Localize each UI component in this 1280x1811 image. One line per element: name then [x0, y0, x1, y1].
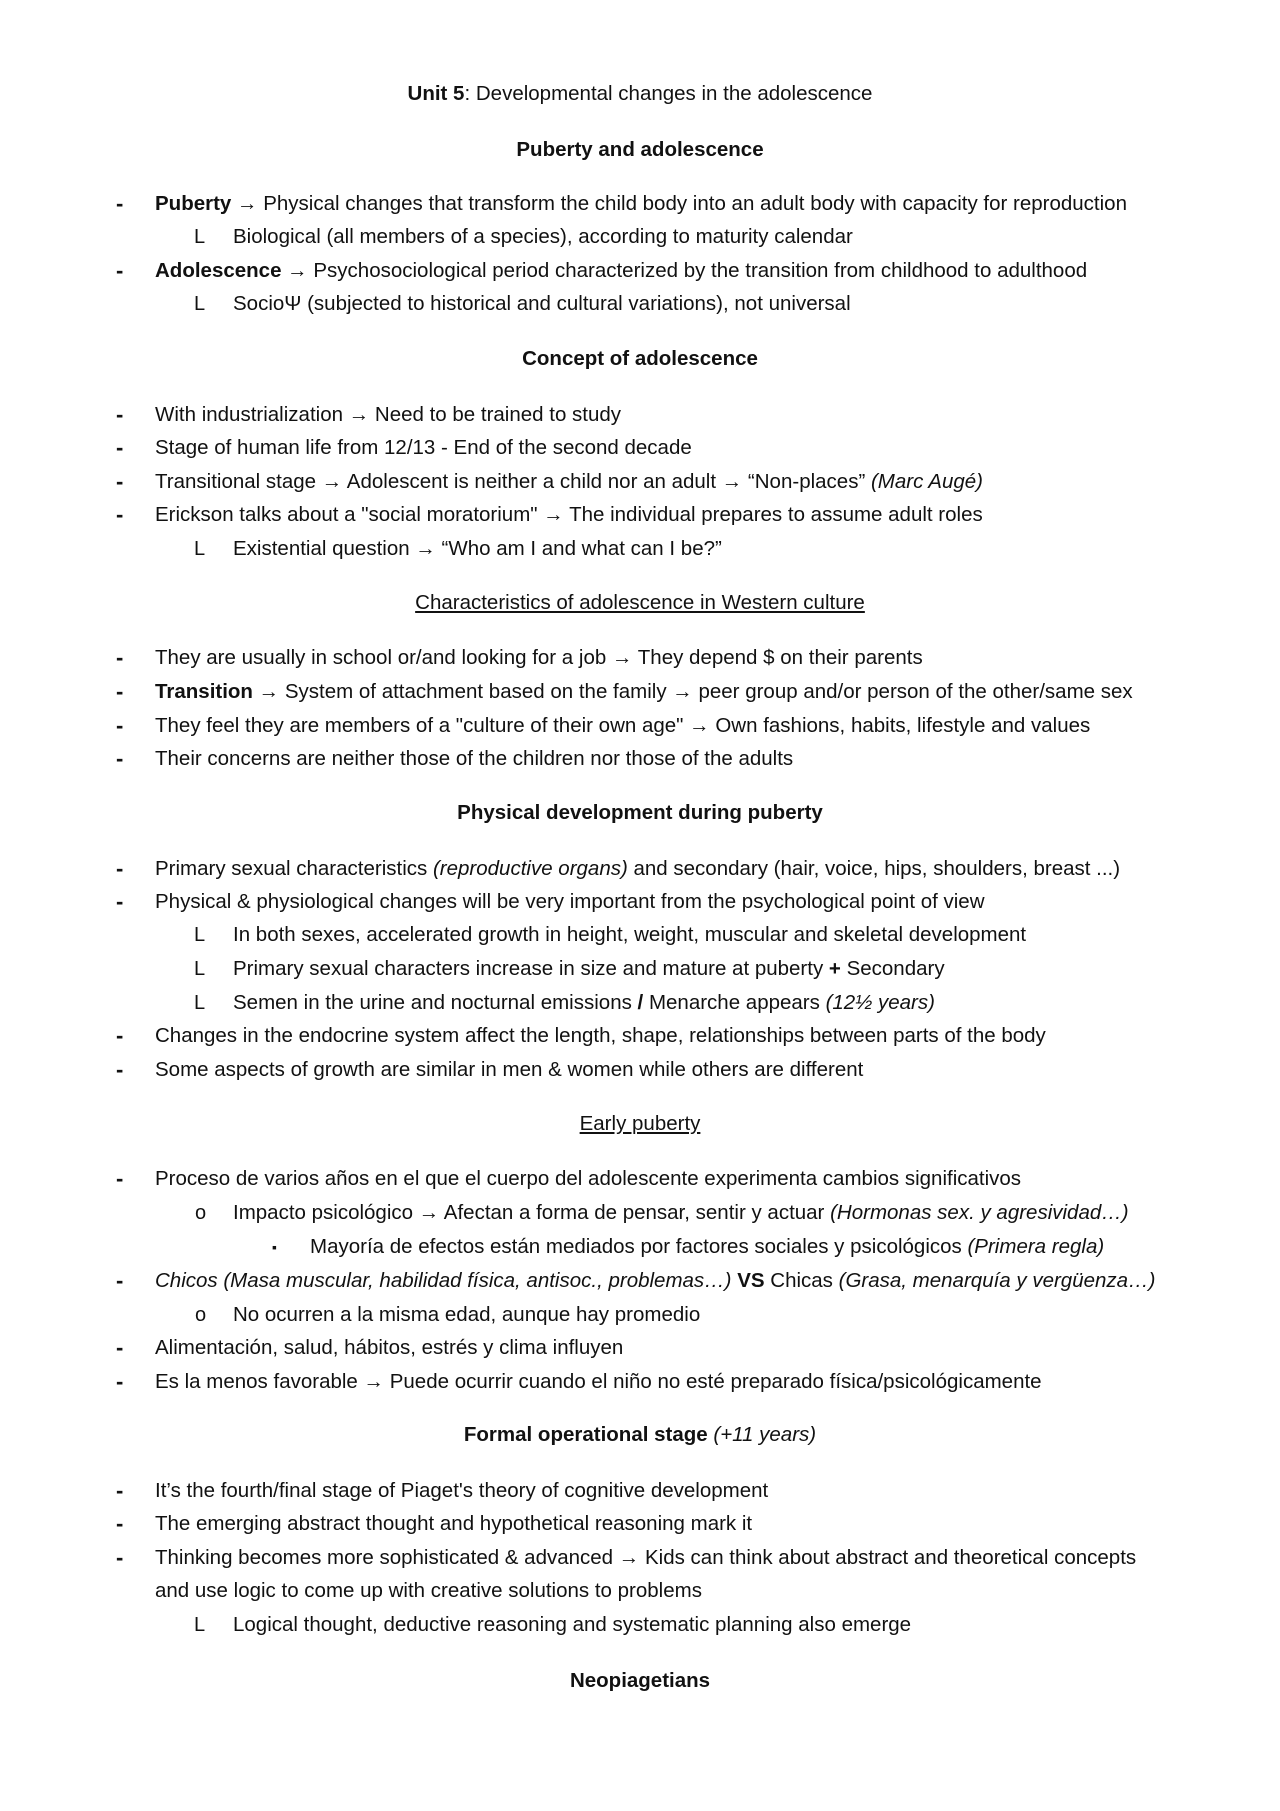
- dash-bullet: -: [116, 258, 124, 283]
- item-text: Menarche appears: [643, 991, 826, 1014]
- list-subitem: SocioΨ (subjected to historical and cultural variations), not universal: [233, 292, 851, 315]
- sub-bullet-mark: L: [194, 538, 206, 560]
- list-item: Proceso de varios años en el que el cuerpo del adolescente experimenta cambios significativos: [155, 1167, 1022, 1190]
- sub-bullet-mark: L: [194, 293, 206, 315]
- list-subitem: Logical thought, deductive reasoning and systematic planning also emerge: [233, 1613, 912, 1636]
- dash-bullet: -: [116, 502, 124, 527]
- item-text: Semen in the urine and nocturnal emissions: [233, 991, 638, 1014]
- section-heading-early-puberty: Early puberty: [579, 1112, 701, 1135]
- item-italic: (Hormonas sex. y agresividad…): [830, 1201, 1129, 1224]
- sub-bullet-mark: L: [194, 958, 206, 980]
- term-puberty: Puberty: [155, 192, 232, 215]
- item-text: Mayoría de efectos están mediados por factores sociales y psicológicos: [310, 1235, 968, 1258]
- vs-label: VS: [737, 1269, 765, 1292]
- document-title: [0, 81, 1280, 107]
- list-subitem: No ocurren a la misma edad, aunque hay promedio: [233, 1303, 701, 1326]
- sub-bullet-mark: L: [194, 992, 206, 1014]
- heading-bold: Formal operational stage: [463, 1423, 708, 1446]
- item-italic: Chicos (Masa muscular, habilidad física, antisoc., problemas…): [155, 1269, 738, 1292]
- dash-bullet: -: [116, 1335, 124, 1360]
- list-subitem: Existential question → “Who am I and what can I be?”: [233, 537, 722, 560]
- list-item: [155, 191, 1127, 217]
- item-italic: (reproductive organs): [432, 857, 628, 880]
- item-italic: (Grasa, menarquía y vergüenza…): [838, 1269, 1156, 1292]
- dash-bullet: -: [116, 1478, 124, 1503]
- list-subitem: [233, 990, 935, 1016]
- list-subsubitem: [310, 1234, 1104, 1260]
- dash-bullet: -: [116, 435, 124, 460]
- list-subitem: [233, 1200, 1129, 1226]
- list-item: Changes in the endocrine system affect the length, shape, relationships between parts of the body: [155, 1024, 1046, 1047]
- list-item: Their concerns are neither those of the children nor those of the adults: [155, 747, 794, 770]
- citation: (Marc Augé): [870, 470, 983, 493]
- list-item: Es la menos favorable → Puede ocurrir cuando el niño no esté preparado física/psicológicamente: [155, 1370, 1042, 1393]
- dash-bullet: -: [116, 713, 124, 738]
- list-item: With industrialization → Need to be trained to study: [155, 403, 622, 426]
- sub-bullet-mark: L: [194, 226, 206, 248]
- dash-bullet: -: [116, 746, 124, 771]
- term-adolescence: Adolescence: [155, 259, 282, 282]
- dash-bullet: -: [116, 1511, 124, 1536]
- list-item: [155, 258, 1087, 284]
- section-heading-physical-development: Physical development during puberty: [457, 801, 823, 824]
- dash-bullet: -: [116, 679, 124, 704]
- sub-bullet-mark: L: [194, 1614, 206, 1636]
- list-item: Physical & physiological changes will be very important from the psychological point of view: [155, 890, 985, 913]
- dash-bullet: -: [116, 1369, 124, 1394]
- list-item: Erickson talks about a "social moratorium" → The individual prepares to assume adult roles: [155, 503, 983, 526]
- dash-bullet: -: [116, 1268, 124, 1293]
- item-text: Primary sexual characters increase in size and mature at puberty: [233, 957, 829, 980]
- slash-symbol: /: [637, 991, 644, 1014]
- item-text: Transitional stage → Adolescent is neither a child nor an adult → “Non-places”: [155, 470, 871, 493]
- item-text: and secondary (hair, voice, hips, shoulders, breast ...): [627, 857, 1121, 880]
- dash-bullet: -: [116, 402, 124, 427]
- dash-bullet: -: [116, 1023, 124, 1048]
- item-text: Impacto psicológico → Afectan a forma de pensar, sentir y actuar: [233, 1201, 831, 1224]
- section-heading-puberty-adolescence: Puberty and adolescence: [516, 138, 764, 161]
- list-item: Some aspects of growth are similar in men & women while others are different: [155, 1058, 864, 1081]
- definition-text: → Physical changes that transform the child body into an adult body with capacity for reproduction: [231, 192, 1127, 215]
- dash-bullet: -: [116, 645, 124, 670]
- list-item: Alimentación, salud, hábitos, estrés y clima influyen: [155, 1336, 624, 1359]
- plus-symbol: +: [828, 957, 841, 980]
- definition-text: → Psychosociological period characterized by the transition from childhood to adulthood: [281, 259, 1088, 282]
- section-heading-formal-operational: [0, 1422, 1280, 1448]
- dash-bullet: -: [116, 1166, 124, 1191]
- sub-bullet-mark: L: [194, 924, 206, 946]
- list-subitem: [233, 956, 945, 982]
- list-item: Stage of human life from 12/13 - End of the second decade: [155, 436, 692, 459]
- list-item: Thinking becomes more sophisticated & advanced → Kids can think about abstract and theoretical concepts: [155, 1546, 1137, 1569]
- list-subitem: In both sexes, accelerated growth in height, weight, muscular and skeletal development: [233, 923, 1027, 946]
- item-italic: (Primera regla): [967, 1235, 1105, 1258]
- item-text: → System of attachment based on the family → peer group and/or person of the other/same sex: [252, 680, 1133, 703]
- list-item: [155, 469, 983, 495]
- dash-bullet: -: [116, 1545, 124, 1570]
- title-text: : Developmental changes in the adolescence: [464, 82, 873, 105]
- dash-bullet: -: [116, 469, 124, 494]
- list-item: [155, 856, 1120, 882]
- dash-bullet: -: [116, 856, 124, 881]
- list-item: They are usually in school or/and looking for a job → They depend $ on their parents: [155, 646, 923, 669]
- list-subitem: Biological (all members of a species), according to maturity calendar: [233, 225, 853, 248]
- list-item: The emerging abstract thought and hypothetical reasoning mark it: [155, 1512, 753, 1535]
- list-item: [155, 679, 1133, 705]
- item-text: Chicas: [764, 1269, 839, 1292]
- list-item-continuation: and use logic to come up with creative solutions to problems: [155, 1579, 702, 1602]
- circle-bullet-mark: o: [195, 1304, 207, 1326]
- section-heading-neopiagetians: Neopiagetians: [569, 1669, 711, 1692]
- list-item: They feel they are members of a "culture of their own age" → Own fashions, habits, lifestyle and values: [155, 714, 1091, 737]
- title-unit: Unit 5: [407, 82, 465, 105]
- section-heading-concept: Concept of adolescence: [522, 347, 758, 370]
- item-italic: (12½ years): [825, 991, 935, 1014]
- item-text: Primary sexual characteristics: [155, 857, 433, 880]
- dash-bullet: -: [116, 1057, 124, 1082]
- circle-bullet-mark: o: [195, 1202, 207, 1224]
- dash-bullet: -: [116, 889, 124, 914]
- section-heading-characteristics: Characteristics of adolescence in Western culture: [415, 591, 865, 614]
- square-bullet-mark: ▪: [272, 1239, 277, 1255]
- item-text: Secondary: [840, 957, 945, 980]
- dash-bullet: -: [116, 191, 124, 216]
- heading-italic: (+11 years): [707, 1423, 817, 1446]
- term-transition: Transition: [155, 680, 253, 703]
- list-item: [155, 1268, 1155, 1294]
- list-item: It’s the fourth/final stage of Piaget's theory of cognitive development: [155, 1479, 769, 1502]
